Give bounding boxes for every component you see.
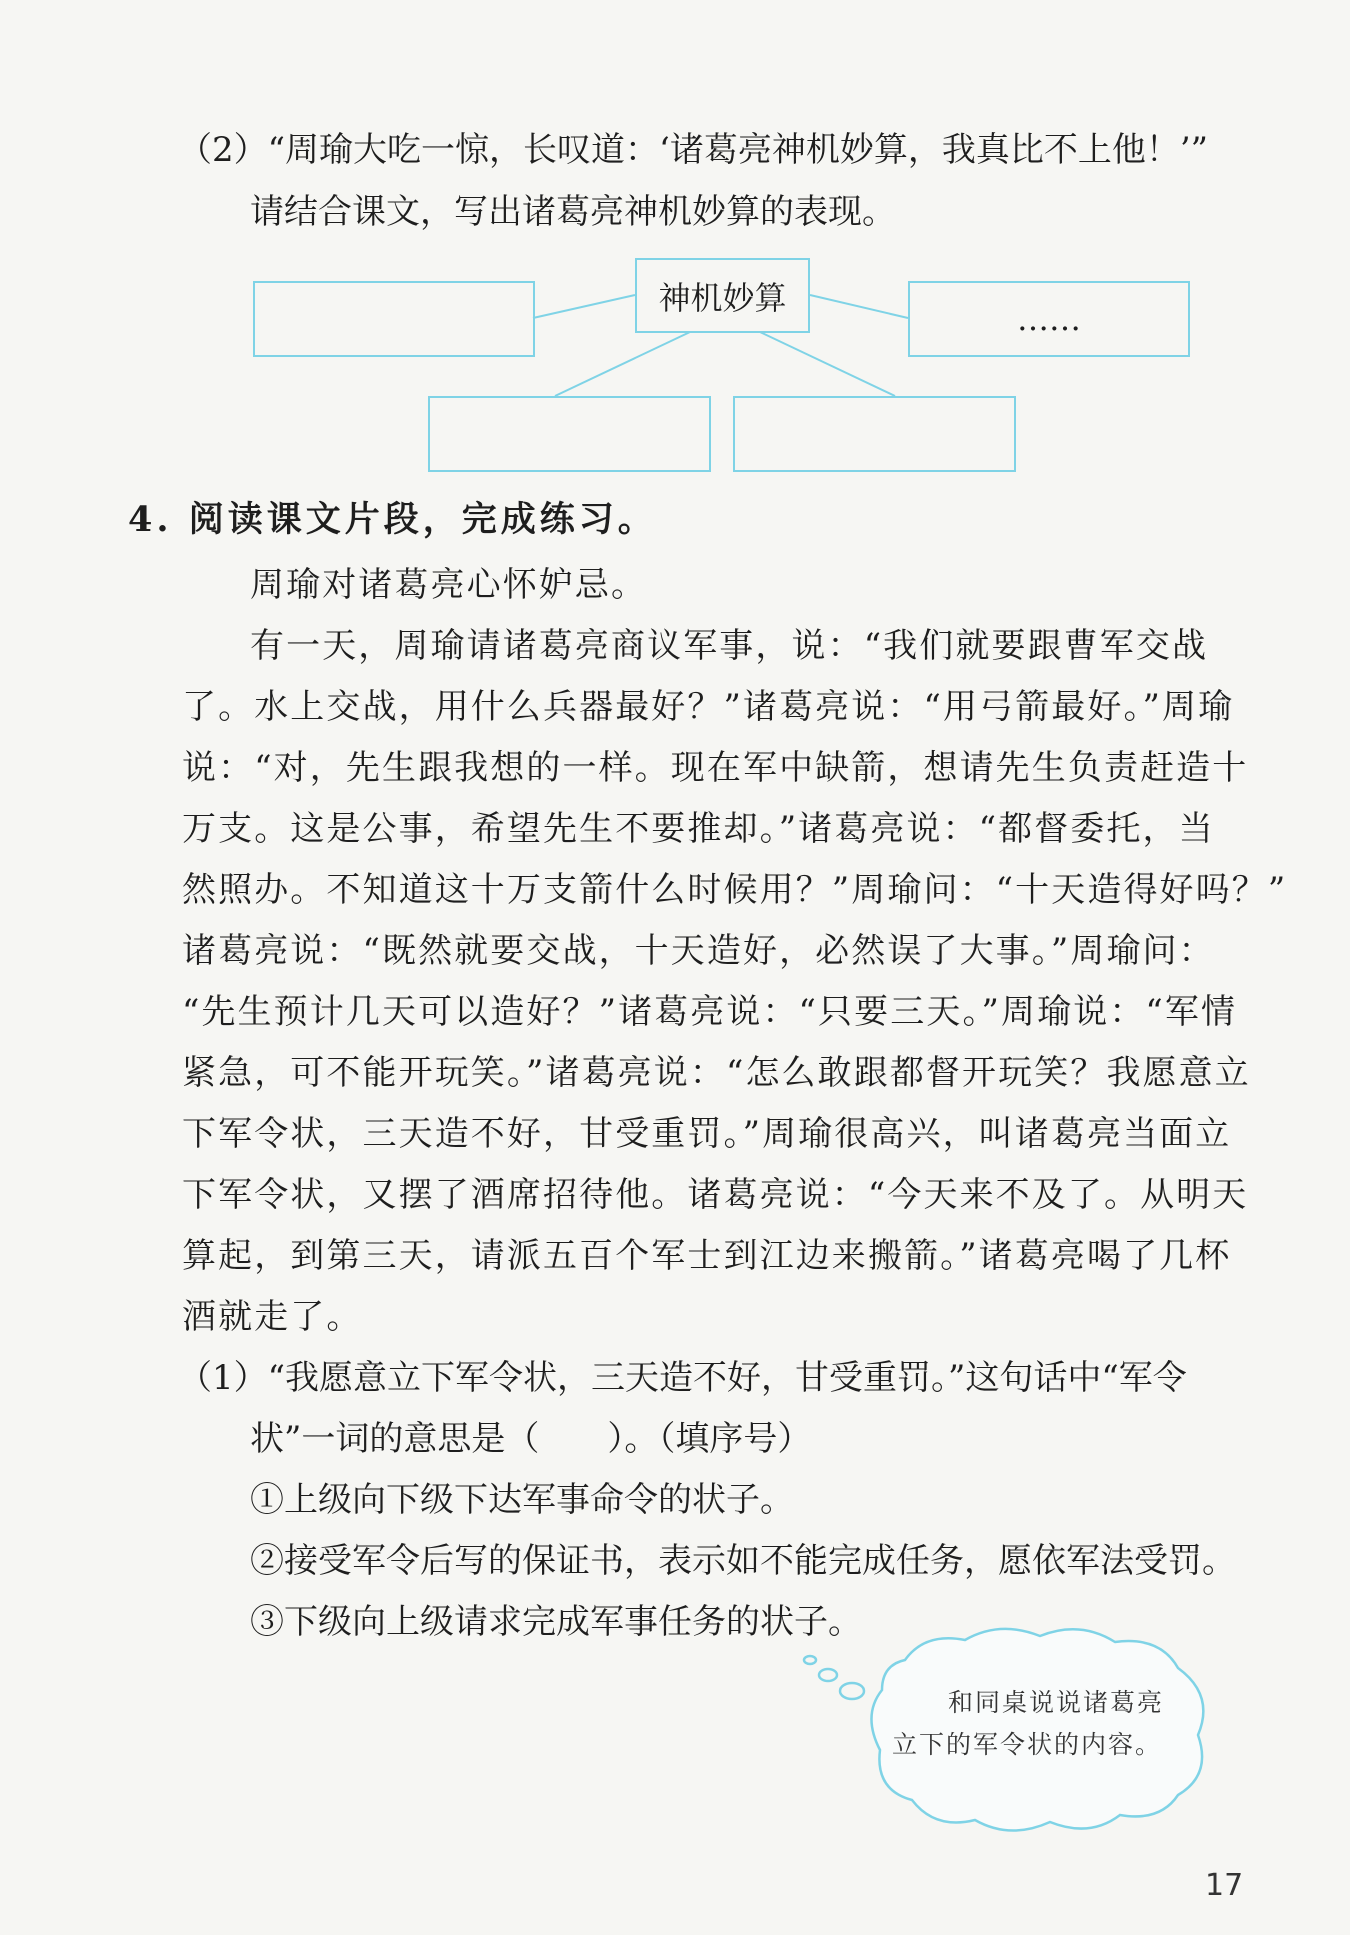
bubble-text-line-2: 立下的军令状的内容。 <box>892 1730 1163 1759</box>
option-2[interactable]: ②接受军令后写的保证书，表示如不能完成任务，愿依军法受罚。 <box>250 1541 1236 1581</box>
question-1-blank-line: 状”一词的意思是（ ）。（填序号） <box>250 1419 812 1459</box>
passage-line: 酒就走了。 <box>182 1297 363 1337</box>
passage-line: 然照办。不知道这十万支箭什么时候用？”周瑜问：“十天造得好吗？” <box>182 870 1288 910</box>
passage-line: 紧急，可不能开玩笑。”诸葛亮说：“怎么敢跟都督开玩笑？我愿意立 <box>182 1053 1251 1093</box>
passage-line: 万支。这是公事，希望先生不要推却。”诸葛亮说：“都督委托，当 <box>182 809 1215 849</box>
section-4-heading: 4. 阅读课文片段，完成练习。 <box>128 499 657 540</box>
passage-line: 有一天，周瑜请诸葛亮商议军事，说：“我们就要跟曹军交战 <box>250 626 1209 666</box>
concept-map-center: 神机妙算 <box>635 258 810 333</box>
answer-box-right[interactable]: …… <box>908 281 1190 357</box>
question-1-prompt: （1）“我愿意立下军令状，三天造不好，甘受重罚。”这句话中“军令 <box>178 1358 1187 1398</box>
passage-line: 诸葛亮说：“既然就要交战，十天造好，必然误了大事。”周瑜问： <box>182 931 1215 971</box>
option-3[interactable]: ③下级向上级请求完成军事任务的状子。 <box>250 1602 862 1642</box>
page-number: 17 <box>1205 1868 1244 1903</box>
bubble-text-line-1: 和同桌说说诸葛亮 <box>948 1688 1165 1717</box>
passage-line: 下军令状，三天造不好，甘受重罚。”周瑜很高兴，叫诸葛亮当面立 <box>182 1114 1232 1154</box>
option-1[interactable]: ①上级向下级下达军事命令的状子。 <box>250 1480 794 1520</box>
question-2-instruction: 请结合课文，写出诸葛亮神机妙算的表现。 <box>250 192 896 232</box>
passage-line: 周瑜对诸葛亮心怀妒忌。 <box>250 565 648 605</box>
passage-line: 算起，到第三天，请派五百个军士到江边来搬箭。”诸葛亮喝了几杯 <box>182 1236 1232 1276</box>
passage-line: 说：“对，先生跟我想的一样。现在军中缺箭，想请先生负责赶造十 <box>182 748 1249 788</box>
question-2-prompt: （2）“周瑜大吃一惊，长叹道：‘诸葛亮神机妙算，我真比不上他！’” <box>178 130 1209 170</box>
passage-line: 了。水上交战，用什么兵器最好？”诸葛亮说：“用弓箭最好。”周瑜 <box>182 687 1235 727</box>
passage-line: “先生预计几天可以造好？”诸葛亮说：“只要三天。”周瑜说：“军情 <box>182 992 1238 1032</box>
passage-line: 下军令状，又摆了酒席招待他。诸葛亮说：“今天来不及了。从明天 <box>182 1175 1249 1215</box>
